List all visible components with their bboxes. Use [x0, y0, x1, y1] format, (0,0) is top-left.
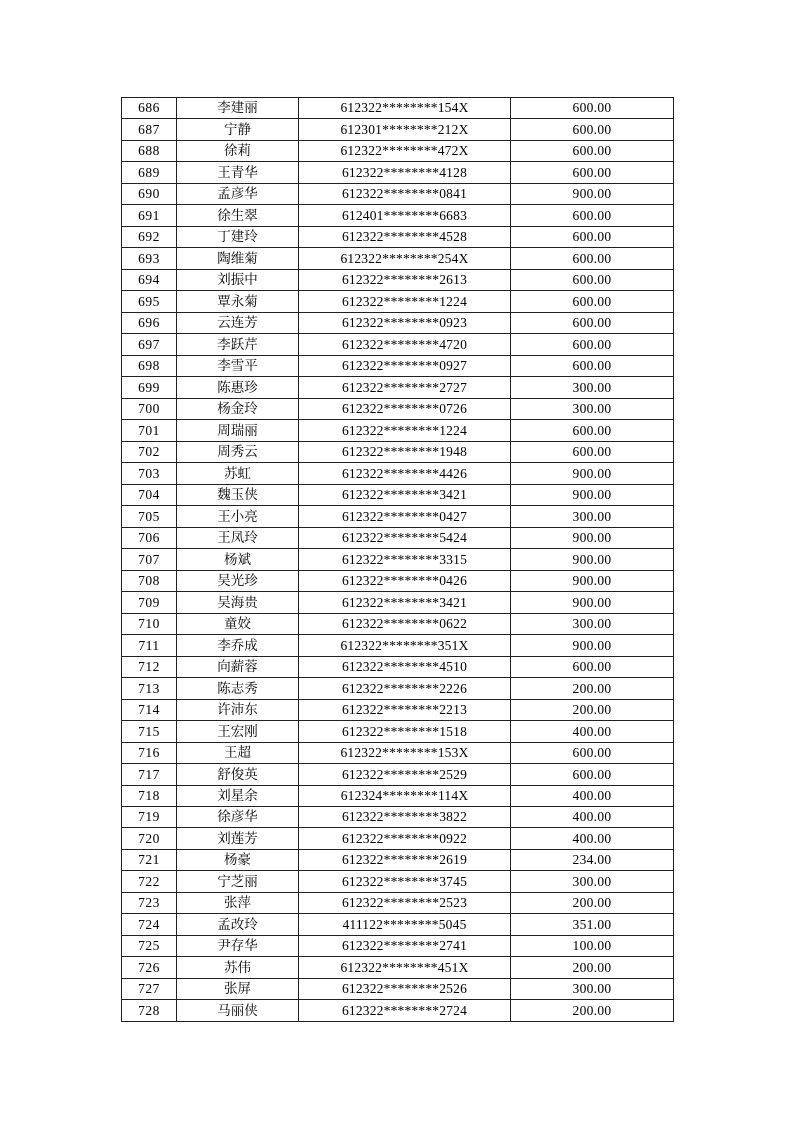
- row-number-cell: 720: [122, 828, 177, 849]
- row-number-cell: 716: [122, 742, 177, 763]
- masked-id-cell: 612322********254X: [299, 248, 511, 269]
- name-cell: 吴海贵: [177, 592, 299, 613]
- name-cell: 徐生翠: [177, 205, 299, 226]
- table-row: [122, 613, 674, 634]
- table-row: [122, 527, 674, 548]
- table-row: [122, 484, 674, 505]
- masked-id-cell: 612301********212X: [299, 119, 511, 140]
- masked-id-cell: 612322********4510: [299, 656, 511, 677]
- name-cell: 王凤玲: [177, 527, 299, 548]
- row-number-cell: 694: [122, 269, 177, 290]
- table-row: [122, 828, 674, 849]
- amount-cell: 300.00: [511, 377, 674, 398]
- name-cell: 杨金玲: [177, 398, 299, 419]
- row-number-cell: 713: [122, 678, 177, 699]
- masked-id-cell: 612322********2613: [299, 269, 511, 290]
- table-row: [122, 441, 674, 462]
- table-row: [122, 248, 674, 269]
- table-row: [122, 205, 674, 226]
- masked-id-cell: 612322********5424: [299, 527, 511, 548]
- amount-cell: 600.00: [511, 162, 674, 183]
- masked-id-cell: 612322********0841: [299, 183, 511, 204]
- amount-cell: 900.00: [511, 527, 674, 548]
- name-cell: 李建丽: [177, 98, 299, 119]
- masked-id-cell: 612322********4528: [299, 226, 511, 247]
- amount-cell: 900.00: [511, 592, 674, 613]
- table-row: [122, 119, 674, 140]
- amount-cell: 300.00: [511, 871, 674, 892]
- name-cell: 周秀云: [177, 441, 299, 462]
- table-row: [122, 935, 674, 956]
- amount-cell: 900.00: [511, 549, 674, 570]
- row-number-cell: 711: [122, 635, 177, 656]
- row-number-cell: 687: [122, 119, 177, 140]
- name-cell: 陈惠珍: [177, 377, 299, 398]
- table-row: [122, 269, 674, 290]
- amount-cell: 400.00: [511, 806, 674, 827]
- table-row: [122, 914, 674, 935]
- table-row: [122, 806, 674, 827]
- amount-cell: 600.00: [511, 355, 674, 376]
- masked-id-cell: 612401********6683: [299, 205, 511, 226]
- amount-cell: 600.00: [511, 226, 674, 247]
- masked-id-cell: 612322********2727: [299, 377, 511, 398]
- table-row: [122, 140, 674, 161]
- row-number-cell: 724: [122, 914, 177, 935]
- row-number-cell: 728: [122, 1000, 177, 1022]
- amount-cell: 600.00: [511, 441, 674, 462]
- amount-cell: 234.00: [511, 849, 674, 870]
- table-row: [122, 549, 674, 570]
- amount-cell: 600.00: [511, 656, 674, 677]
- name-cell: 李乔成: [177, 635, 299, 656]
- masked-id-cell: 612322********351X: [299, 635, 511, 656]
- row-number-cell: 714: [122, 699, 177, 720]
- row-number-cell: 701: [122, 420, 177, 441]
- amount-cell: 900.00: [511, 463, 674, 484]
- masked-id-cell: 612322********2619: [299, 849, 511, 870]
- name-cell: 王小亮: [177, 506, 299, 527]
- table-row: [122, 592, 674, 613]
- amount-cell: 600.00: [511, 420, 674, 441]
- table-row: [122, 355, 674, 376]
- row-number-cell: 702: [122, 441, 177, 462]
- masked-id-cell: 612322********472X: [299, 140, 511, 161]
- masked-id-cell: 612322********0726: [299, 398, 511, 419]
- table-row: [122, 334, 674, 355]
- masked-id-cell: 612322********2529: [299, 764, 511, 785]
- masked-id-cell: 612322********2523: [299, 892, 511, 913]
- name-cell: 李跃芹: [177, 334, 299, 355]
- name-cell: 云连芳: [177, 312, 299, 333]
- row-number-cell: 715: [122, 721, 177, 742]
- name-cell: 周瑞丽: [177, 420, 299, 441]
- amount-cell: 600.00: [511, 312, 674, 333]
- name-cell: 陈志秀: [177, 678, 299, 699]
- table-row: [122, 463, 674, 484]
- masked-id-cell: 612322********4720: [299, 334, 511, 355]
- amount-cell: 300.00: [511, 506, 674, 527]
- masked-id-cell: 612322********0426: [299, 570, 511, 591]
- amount-cell: 600.00: [511, 742, 674, 763]
- row-number-cell: 708: [122, 570, 177, 591]
- row-number-cell: 718: [122, 785, 177, 806]
- name-cell: 苏伟: [177, 957, 299, 978]
- masked-id-cell: 612322********1224: [299, 420, 511, 441]
- name-cell: 徐莉: [177, 140, 299, 161]
- row-number-cell: 723: [122, 892, 177, 913]
- row-number-cell: 705: [122, 506, 177, 527]
- row-number-cell: 691: [122, 205, 177, 226]
- row-number-cell: 726: [122, 957, 177, 978]
- row-number-cell: 690: [122, 183, 177, 204]
- amount-cell: 100.00: [511, 935, 674, 956]
- row-number-cell: 689: [122, 162, 177, 183]
- amount-cell: 600.00: [511, 98, 674, 119]
- name-cell: 许沛东: [177, 699, 299, 720]
- row-number-cell: 698: [122, 355, 177, 376]
- table-row: [122, 162, 674, 183]
- amount-cell: 600.00: [511, 140, 674, 161]
- table-row: [122, 849, 674, 870]
- row-number-cell: 721: [122, 849, 177, 870]
- name-cell: 张屏: [177, 978, 299, 999]
- row-number-cell: 704: [122, 484, 177, 505]
- amount-cell: 600.00: [511, 248, 674, 269]
- row-number-cell: 697: [122, 334, 177, 355]
- table-row: [122, 98, 674, 119]
- name-cell: 李雪平: [177, 355, 299, 376]
- row-number-cell: 707: [122, 549, 177, 570]
- row-number-cell: 717: [122, 764, 177, 785]
- masked-id-cell: 612322********0427: [299, 506, 511, 527]
- masked-id-cell: 612322********154X: [299, 98, 511, 119]
- table-row: [122, 656, 674, 677]
- amount-cell: 400.00: [511, 721, 674, 742]
- table-row: [122, 398, 674, 419]
- table-row: [122, 699, 674, 720]
- masked-id-cell: 612322********3315: [299, 549, 511, 570]
- name-cell: 吴光珍: [177, 570, 299, 591]
- masked-id-cell: 612322********2741: [299, 935, 511, 956]
- name-cell: 丁建玲: [177, 226, 299, 247]
- masked-id-cell: 612322********1518: [299, 721, 511, 742]
- table-row: [122, 978, 674, 999]
- row-number-cell: 706: [122, 527, 177, 548]
- name-cell: 张萍: [177, 892, 299, 913]
- masked-id-cell: 612322********2226: [299, 678, 511, 699]
- amount-cell: 300.00: [511, 978, 674, 999]
- masked-id-cell: 612322********451X: [299, 957, 511, 978]
- name-cell: 宁静: [177, 119, 299, 140]
- amount-cell: 200.00: [511, 1000, 674, 1022]
- name-cell: 王超: [177, 742, 299, 763]
- amount-cell: 600.00: [511, 269, 674, 290]
- name-cell: 陶维菊: [177, 248, 299, 269]
- table-row: [122, 570, 674, 591]
- table-row: [122, 420, 674, 441]
- amount-cell: 600.00: [511, 334, 674, 355]
- row-number-cell: 699: [122, 377, 177, 398]
- roster-table-body: [122, 98, 674, 1022]
- name-cell: 王宏刚: [177, 721, 299, 742]
- name-cell: 宁芝丽: [177, 871, 299, 892]
- name-cell: 孟改玲: [177, 914, 299, 935]
- row-number-cell: 696: [122, 312, 177, 333]
- table-row: [122, 226, 674, 247]
- table-row: [122, 785, 674, 806]
- name-cell: 杨豪: [177, 849, 299, 870]
- table-row: [122, 312, 674, 333]
- masked-id-cell: 612322********3421: [299, 484, 511, 505]
- table-row: [122, 1000, 674, 1022]
- name-cell: 魏玉侠: [177, 484, 299, 505]
- masked-id-cell: 612322********0927: [299, 355, 511, 376]
- masked-id-cell: 612322********0922: [299, 828, 511, 849]
- row-number-cell: 727: [122, 978, 177, 999]
- amount-cell: 300.00: [511, 398, 674, 419]
- masked-id-cell: 612322********153X: [299, 742, 511, 763]
- masked-id-cell: 612322********1948: [299, 441, 511, 462]
- amount-cell: 200.00: [511, 699, 674, 720]
- table-row: [122, 871, 674, 892]
- masked-id-cell: 612322********0923: [299, 312, 511, 333]
- row-number-cell: 722: [122, 871, 177, 892]
- table-row: [122, 957, 674, 978]
- amount-cell: 400.00: [511, 828, 674, 849]
- table-row: [122, 764, 674, 785]
- name-cell: 舒俊英: [177, 764, 299, 785]
- amount-cell: 900.00: [511, 570, 674, 591]
- masked-id-cell: 612324********114X: [299, 785, 511, 806]
- amount-cell: 600.00: [511, 291, 674, 312]
- name-cell: 杨斌: [177, 549, 299, 570]
- masked-id-cell: 612322********0622: [299, 613, 511, 634]
- table-row: [122, 635, 674, 656]
- name-cell: 刘莲芳: [177, 828, 299, 849]
- row-number-cell: 703: [122, 463, 177, 484]
- name-cell: 向薪蓉: [177, 656, 299, 677]
- name-cell: 刘星余: [177, 785, 299, 806]
- table-row: [122, 678, 674, 699]
- row-number-cell: 719: [122, 806, 177, 827]
- masked-id-cell: 612322********3421: [299, 592, 511, 613]
- name-cell: 王青华: [177, 162, 299, 183]
- row-number-cell: 692: [122, 226, 177, 247]
- amount-cell: 200.00: [511, 678, 674, 699]
- row-number-cell: 693: [122, 248, 177, 269]
- table-row: [122, 892, 674, 913]
- table-row: [122, 742, 674, 763]
- masked-id-cell: 612322********3822: [299, 806, 511, 827]
- masked-id-cell: 612322********4426: [299, 463, 511, 484]
- name-cell: 苏虹: [177, 463, 299, 484]
- amount-cell: 900.00: [511, 484, 674, 505]
- row-number-cell: 725: [122, 935, 177, 956]
- table-row: [122, 291, 674, 312]
- name-cell: 孟彦华: [177, 183, 299, 204]
- masked-id-cell: 612322********4128: [299, 162, 511, 183]
- row-number-cell: 700: [122, 398, 177, 419]
- masked-id-cell: 612322********1224: [299, 291, 511, 312]
- name-cell: 尹存华: [177, 935, 299, 956]
- table-row: [122, 183, 674, 204]
- row-number-cell: 695: [122, 291, 177, 312]
- amount-cell: 600.00: [511, 119, 674, 140]
- row-number-cell: 688: [122, 140, 177, 161]
- amount-cell: 200.00: [511, 957, 674, 978]
- name-cell: 童姣: [177, 613, 299, 634]
- amount-cell: 900.00: [511, 183, 674, 204]
- amount-cell: 200.00: [511, 892, 674, 913]
- table-row: [122, 377, 674, 398]
- row-number-cell: 710: [122, 613, 177, 634]
- amount-cell: 400.00: [511, 785, 674, 806]
- amount-cell: 600.00: [511, 764, 674, 785]
- row-number-cell: 686: [122, 98, 177, 119]
- masked-id-cell: 612322********3745: [299, 871, 511, 892]
- masked-id-cell: 411122********5045: [299, 914, 511, 935]
- table-row: [122, 721, 674, 742]
- amount-cell: 600.00: [511, 205, 674, 226]
- amount-cell: 351.00: [511, 914, 674, 935]
- name-cell: 马丽侠: [177, 1000, 299, 1022]
- amount-cell: 900.00: [511, 635, 674, 656]
- masked-id-cell: 612322********2213: [299, 699, 511, 720]
- amount-cell: 300.00: [511, 613, 674, 634]
- row-number-cell: 709: [122, 592, 177, 613]
- roster-table: [121, 97, 674, 1022]
- name-cell: 刘振中: [177, 269, 299, 290]
- row-number-cell: 712: [122, 656, 177, 677]
- masked-id-cell: 612322********2526: [299, 978, 511, 999]
- name-cell: 覃永菊: [177, 291, 299, 312]
- name-cell: 徐彦华: [177, 806, 299, 827]
- table-row: [122, 506, 674, 527]
- masked-id-cell: 612322********2724: [299, 1000, 511, 1022]
